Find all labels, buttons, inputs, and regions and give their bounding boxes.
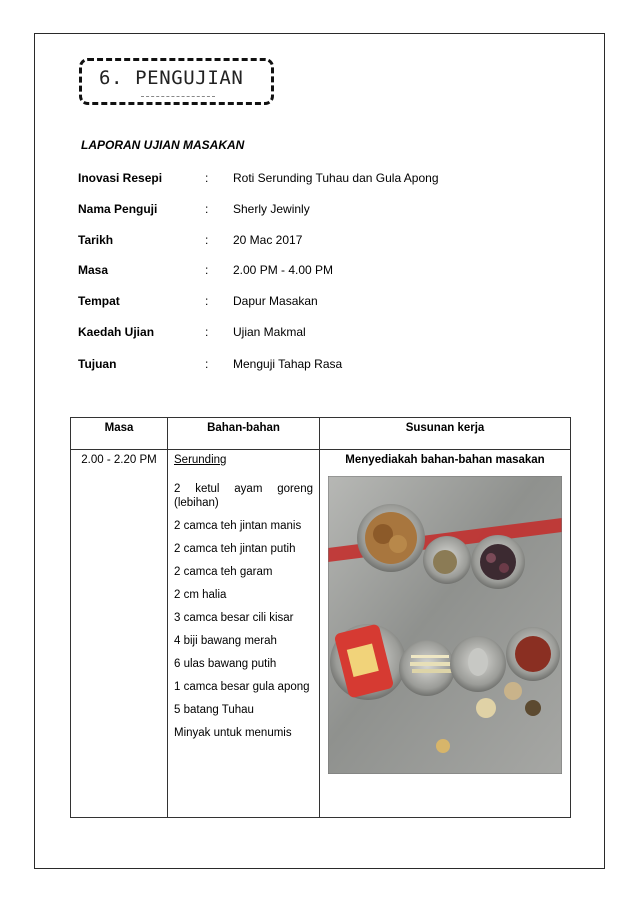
info-colon: : [205, 294, 209, 308]
table-row [71, 450, 571, 818]
info-label-tujuan: Tujuan [78, 357, 117, 371]
info-value-inovasi: Roti Serunding Tuhau dan Gula Apong [233, 171, 439, 185]
report-title: LAPORAN UJIAN MASAKAN [81, 138, 245, 152]
work-table [70, 417, 571, 818]
heading-underline [141, 96, 215, 97]
bowl-bread [330, 623, 406, 700]
info-colon: : [205, 171, 209, 185]
bowl-lemongrass [399, 640, 455, 696]
info-value-tarikh: 20 Mac 2017 [233, 233, 303, 247]
info-label-inovasi: Inovasi Resepi [78, 171, 163, 185]
ingredient-item: 2 ketul ayam goreng (lebihan) [174, 483, 313, 509]
ingredient-item: Minyak untuk menumis [174, 727, 292, 739]
ingredients-photo [328, 476, 562, 774]
header-masa: Masa [71, 418, 168, 450]
info-colon: : [205, 357, 209, 371]
susunan-step: Menyediakah bahan-bahan masakan [345, 454, 545, 466]
cell-susunan [320, 450, 571, 818]
bowl-chicken [357, 504, 425, 572]
info-label-tarikh: Tarikh [78, 233, 114, 247]
ingredient-item: 2 camca teh garam [174, 566, 273, 578]
info-label-penguji: Nama Penguji [78, 202, 158, 216]
ingredient-item: 1 camca besar gula apong [174, 681, 310, 693]
info-label-kaedah: Kaedah Ujian [78, 325, 155, 339]
cell-bahan [168, 450, 320, 818]
info-label-tempat: Tempat [78, 294, 120, 308]
section-serunding: Serunding [174, 454, 227, 466]
info-value-masa: 2.00 PM - 4.00 PM [233, 263, 334, 277]
ingredient-item: 2 camca teh jintan putih [174, 543, 296, 555]
info-value-kaedah: Ujian Makmal [233, 325, 306, 339]
header-susunan: Susunan kerja [320, 418, 571, 450]
bowl-onions [471, 535, 525, 589]
info-value-tempat: Dapur Masakan [233, 294, 318, 308]
header-bahan: Bahan-bahan [168, 418, 320, 450]
bowl-spoon [450, 636, 506, 692]
bowl-chili [506, 627, 560, 681]
ingredient-item: 2 camca teh jintan manis [174, 520, 302, 532]
ingredient-item: 3 camca besar cili kisar [174, 612, 294, 624]
ingredient-item: 5 batang Tuhau [174, 704, 254, 716]
info-colon: : [205, 325, 209, 339]
info-label-masa: Masa [78, 263, 109, 277]
info-value-penguji: Sherly Jewinly [233, 202, 310, 216]
section-heading: 6. PENGUJIAN [99, 67, 244, 89]
bowl-small-1 [423, 536, 471, 584]
info-colon: : [205, 263, 209, 277]
info-value-tujuan: Menguji Tahap Rasa [233, 357, 343, 371]
cell-masa: 2.00 - 2.20 PM [71, 450, 168, 818]
ingredient-item: 6 ulas bawang putih [174, 658, 277, 670]
info-colon: : [205, 202, 209, 216]
info-colon: : [205, 233, 209, 247]
ingredient-item: 4 biji bawang merah [174, 635, 277, 647]
ingredient-item: 2 cm halia [174, 589, 227, 601]
